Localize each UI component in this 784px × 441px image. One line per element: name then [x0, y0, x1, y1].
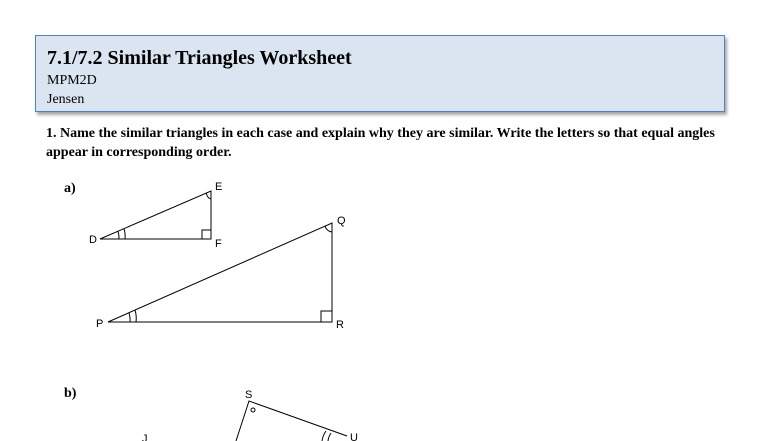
vertex-label-u: U	[350, 432, 358, 441]
question-1-text: 1. Name the similar triangles in each case and explain why they are similar. Write the letters so that equal angles appear in corresponding order.	[46, 126, 715, 160]
right-angle-mark-r	[321, 311, 332, 322]
triangle-def-outline	[100, 191, 211, 239]
angle-arc-d-2	[124, 229, 125, 239]
angle-arc-u-2	[328, 433, 331, 441]
part-b-label: b)	[64, 386, 77, 401]
angle-arc-p-2	[135, 310, 136, 322]
angle-arc-d-1	[118, 232, 119, 240]
vertex-label-p: P	[96, 318, 104, 330]
angle-arc-u-1	[322, 431, 326, 441]
vertex-label-r: R	[336, 319, 344, 331]
angle-arc-e	[206, 193, 211, 199]
triangle-def	[100, 191, 211, 239]
vertex-label-j: J	[142, 433, 148, 441]
angle-arc-q	[325, 226, 332, 232]
right-angle-mark-f	[202, 230, 211, 239]
vertex-label-e: E	[215, 181, 223, 193]
course-code: MPM2D	[47, 73, 97, 88]
vertex-label-d: D	[89, 234, 97, 246]
teacher-name: Jensen	[47, 92, 85, 107]
vertex-label-s: S	[245, 389, 253, 401]
angle-mark-s	[251, 408, 255, 412]
triangle-part-b	[236, 401, 347, 441]
vertex-label-f: F	[215, 238, 222, 250]
angle-arc-p-1	[129, 313, 130, 322]
part-a-label: a)	[64, 181, 76, 196]
vertex-label-q: Q	[337, 215, 346, 227]
worksheet-title: 7.1/7.2 Similar Triangles Worksheet	[47, 47, 352, 69]
